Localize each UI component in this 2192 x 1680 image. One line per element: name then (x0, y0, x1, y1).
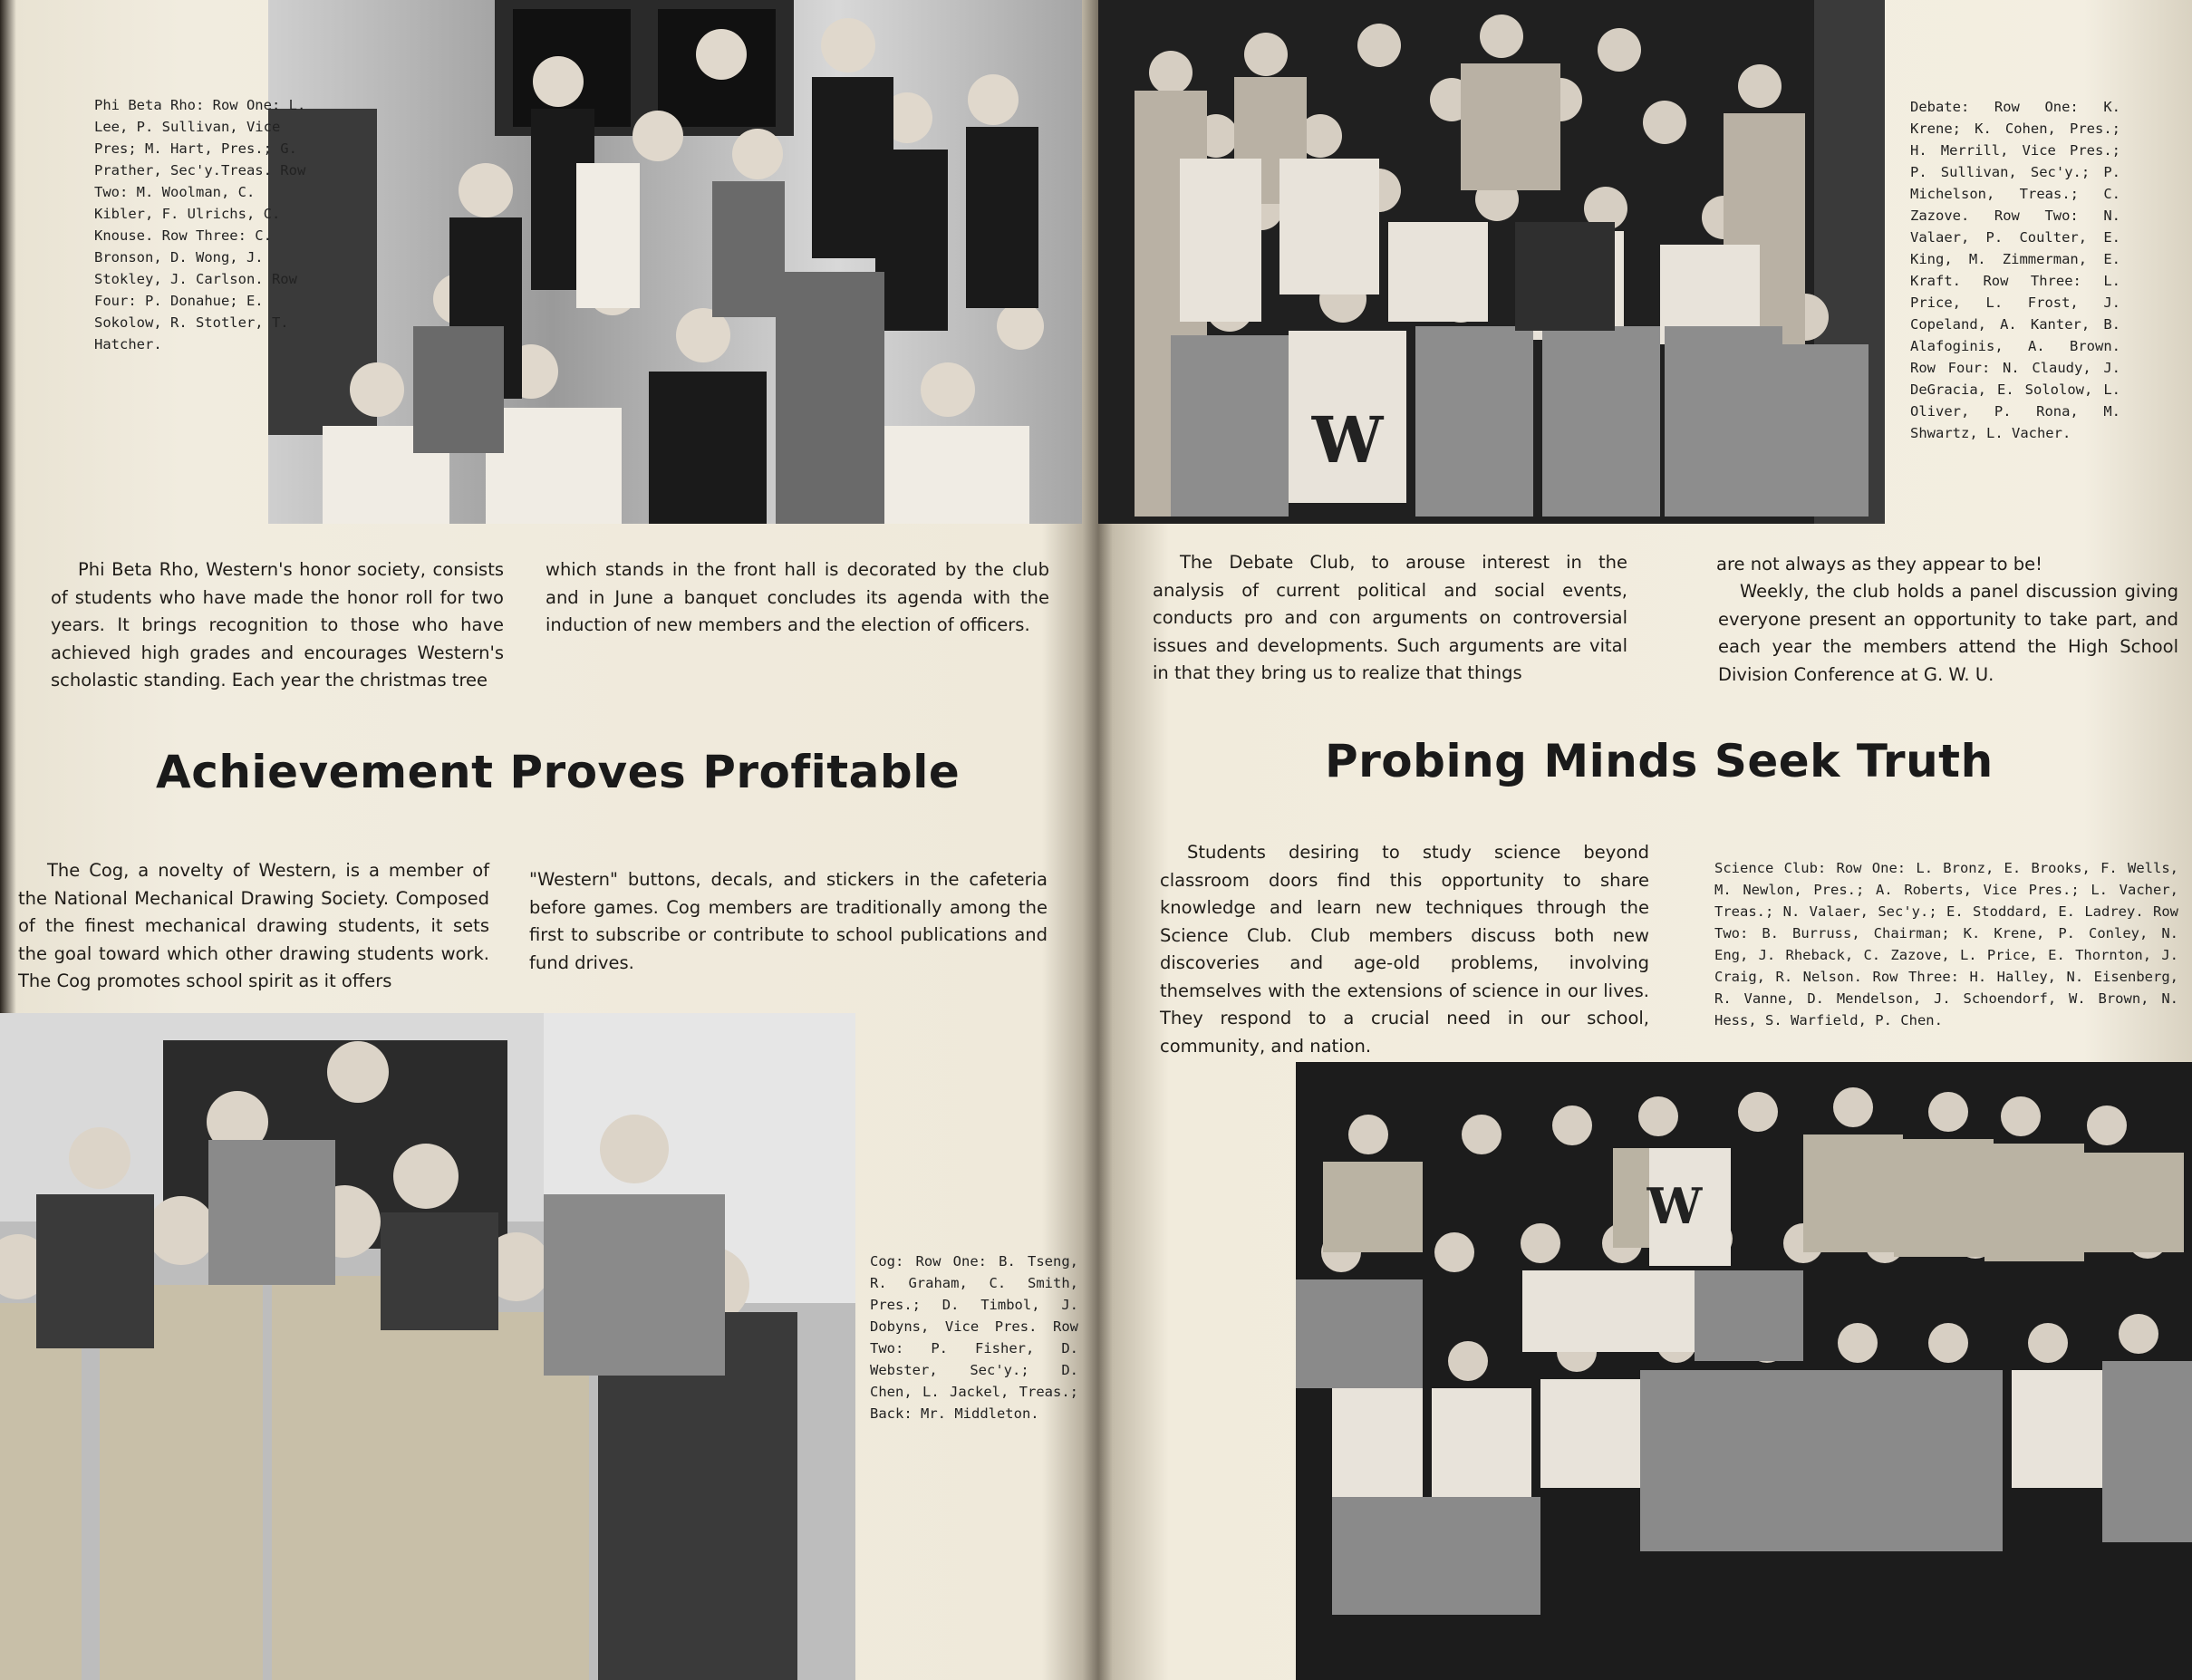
phi-beta-rho-body-col2: which stands in the front hall is decorated by the club and in June a banquet concludes its agenda with the induction of new members and the election of officers. (546, 559, 1049, 635)
debate-body-col2b: Weekly, the club holds a panel discussion giving everyone present an opportunity to take part, and each year the members attend the High School Division Conference at G. W. U. (1718, 581, 2178, 685)
achievement-headline: Achievement Proves Profitable (156, 746, 961, 798)
science-club-photo (1296, 1062, 2192, 1680)
probing-headline: Probing Minds Seek Truth (1325, 735, 1994, 787)
debate-body-col1: The Debate Club, to arouse interest in the analysis of current political and social events, conducts pro and con arguments on controversial issues and developments. Such arguments are vital in that they bring us to realize that things (1153, 552, 1627, 683)
phi-beta-rho-photo (268, 0, 1082, 524)
cog-caption: Cog: Row One: B. Tseng, R. Graham, C. Smith, Pres.; D. Timbol, J. Dobyns, Vice Pres. Row Two: P. Fisher, D. Webster, Sec'y.; D. Chen, L. Jackel, Treas.; Back: Mr. Middleton. (870, 1253, 1078, 1422)
science-body: Students desiring to study science beyond classroom doors find this opportunity to share knowledge and learn new techniques through the Science Club. Club members discuss both new discoveries and age-old problems, involving themselves with the extensions of science in our lives. They respond to a crucial need in our school, community, and nation. (1160, 842, 1649, 1057)
cog-body-col2: "Western" buttons, decals, and stickers in the cafeteria before games. Cog members are traditionally among the first to subscribe or contribute to school publications and fund drives. (529, 869, 1048, 973)
phi-beta-rho-caption: Phi Beta Rho: Row One: L. Lee, P. Sullivan, Vice Pres; M. Hart, Pres.; G. Prather, Sec'y.Treas. Row Two: M. Woolman, C. Kibler, F. Ulrichs, C. Knouse. Row Three: C. Bronson, D. Wong, J. Stokley, J. Carlson. Row Four: P. Donahue; E. Sokolow, R. Stotler, T. Hatcher. (94, 97, 306, 352)
debate-body-col2a: are not always as they appear to be! (1716, 554, 2042, 574)
phi-beta-rho-body-col1: Phi Beta Rho, Western's honor society, consists of students who have made the honor roll for two years. It brings recognition to those who have achieved high grades and encourages Western's scholastic standing. Each year the christmas tree (51, 559, 504, 690)
debate-caption: Debate: Row One: K. Krene; K. Cohen, Pres.; H. Merrill, Vice Pres.; P. Sullivan, Sec'y.; P. Michelson, Treas.; C. Zazove. Row Two: N. Valaer, P. Coulter, E. King, M. Zimmerman, E. Kraft. Row Three: L. Price, L. Frost, J. Copeland, A. Kanter, B. Alafoginis, A. Brown. Row Four: N. Claudy, J. DeGracia, E. Sololow, L. Oliver, P. Rona, M. Shwartz, L. Vacher. (1910, 99, 2120, 441)
debate-sweater-letter: W (1311, 402, 1384, 478)
cog-body-col1: The Cog, a novelty of Western, is a member of the National Mechanical Drawing Society. Composed of the finest mechanical drawing students, it sets the goal toward which other drawing students work. The Cog promotes school spirit as it offers (18, 860, 489, 991)
cog-photo (0, 1013, 855, 1680)
science-caption: Science Club: Row One: L. Bronz, E. Brooks, F. Wells, M. Newlon, Pres.; A. Roberts, Vice Pres.; L. Vacher, Treas.; N. Valaer, Sec'y.; E. Stoddard, E. Ladrey. Row Two: B. Burruss, Chairman; K. Krene, P. Conley, N. Eng, J. Rheback, C. Zazove, L. Price, E. Thornton, J. Craig, R. Nelson. Row Three: H. Halley, N. Eisenberg, R. Vanne, D. Mendelson, J. Schoendorf, W. Brown, N. Hess, S. Warfield, P. Chen. (1714, 860, 2178, 1028)
debate-photo (1098, 0, 1885, 524)
science-sweater-letter: W (1646, 1177, 1703, 1235)
